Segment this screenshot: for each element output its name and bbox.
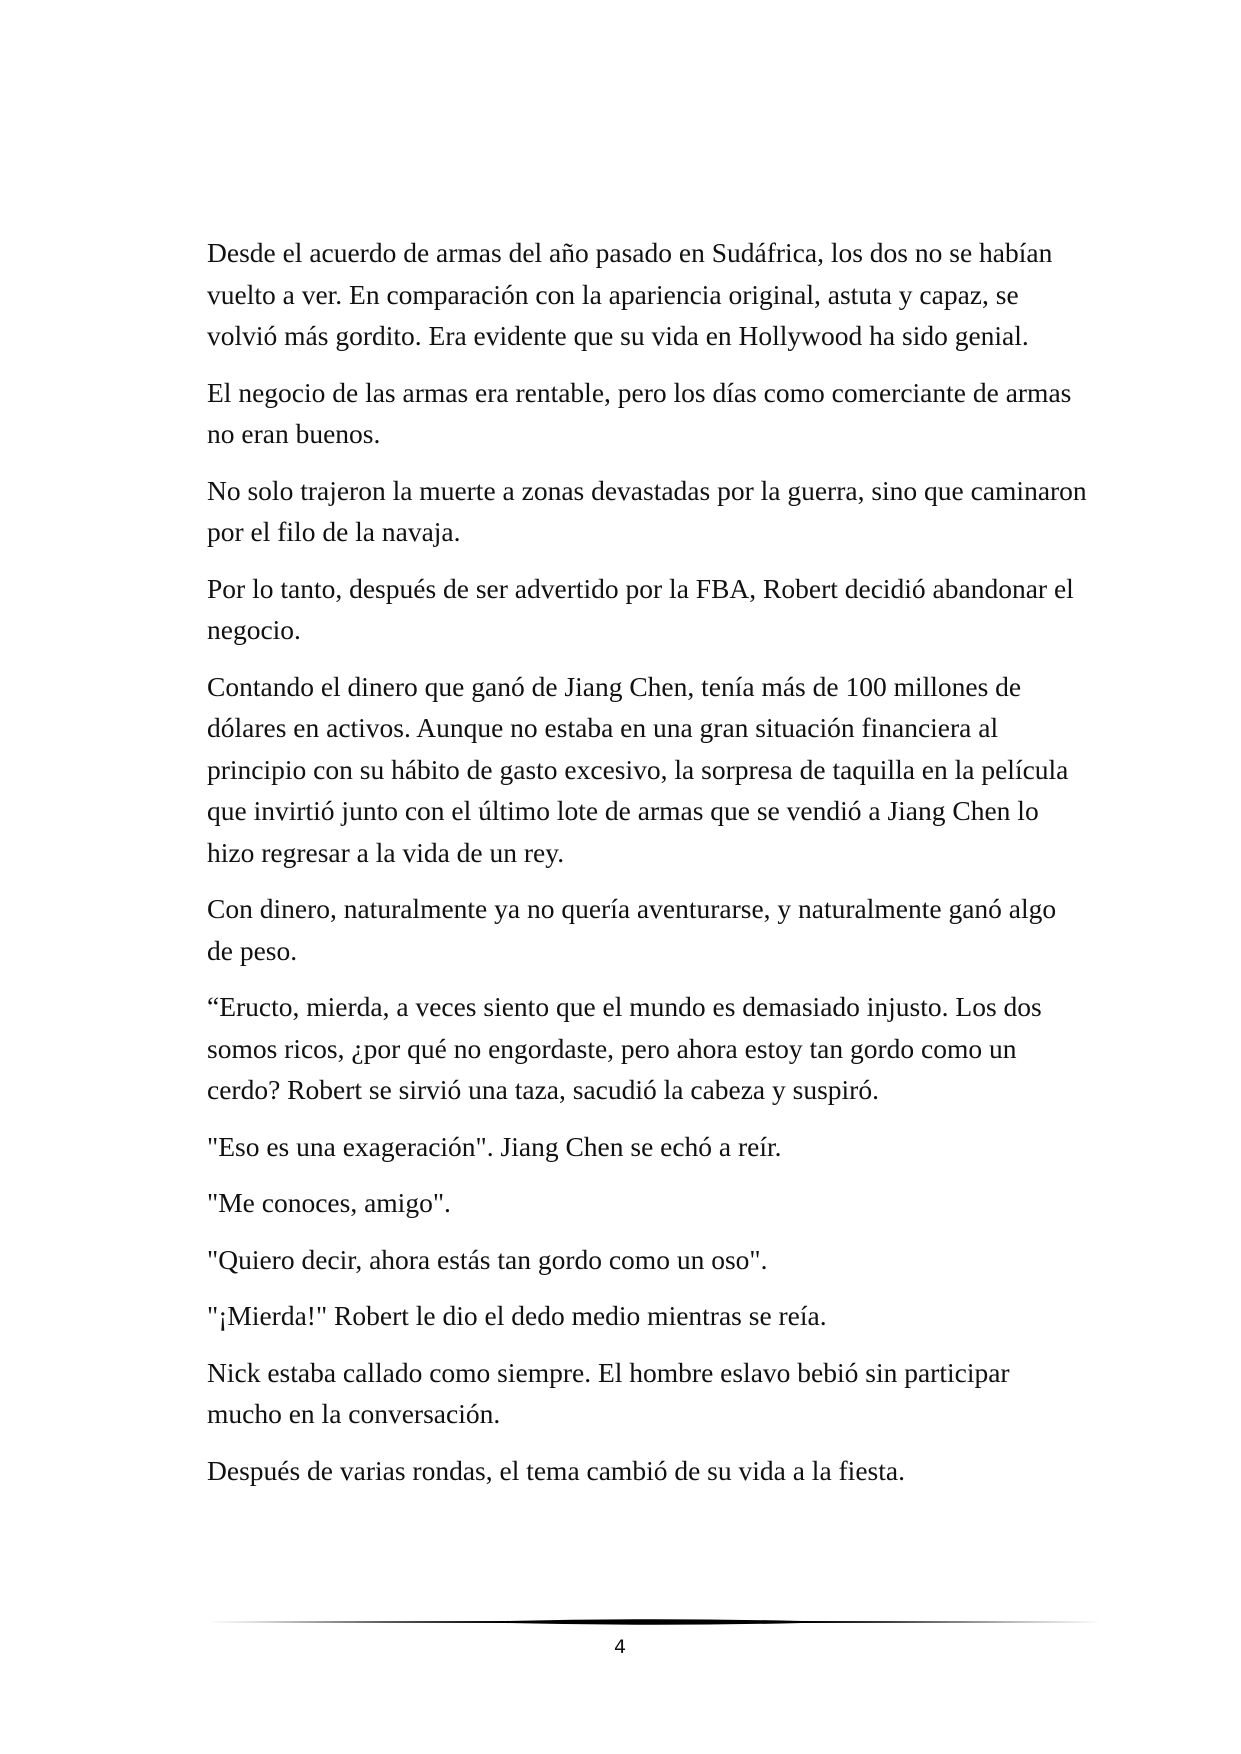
paragraph: "Quiero decir, ahora estás tan gordo como un oso". <box>207 1243 768 1275</box>
paragraph: "Eso es una exageración". Jiang Chen se echó a reír. <box>207 1130 782 1162</box>
paragraph: "Me conoces, amigo". <box>207 1187 451 1218</box>
paragraph: “Eructo, mierda, a veces siento que el mundo es demasiado injusto. Los dos somos ricos, ¿por qué no engordaste, pero ahora estoy tan gordo como un cerdo? Robert se sirvió una taza, sacudió la cabeza y suspiró. <box>207 991 1042 1105</box>
paragraph: No solo trajeron la muerte a zonas devastadas por la guerra, sino que caminaron por el filo de la navaja. <box>207 474 1087 547</box>
paragraph: Por lo tanto, después de ser advertido por la FBA, Robert decidió abandonar el negocio. <box>207 572 1074 645</box>
paragraph: El negocio de las armas era rentable, pero los días como comerciante de armas no eran buenos. <box>207 376 1072 449</box>
body-text <box>207 232 1087 1506</box>
page-number: 4 <box>613 1636 627 1658</box>
paragraph: Nick estaba callado como siempre. El hombre eslavo bebió sin participar mucho en la conversación. <box>207 1356 1010 1429</box>
paragraph: Después de varias rondas, el tema cambió de su vida a la fiesta. <box>207 1454 905 1486</box>
paragraph: Contando el dinero que ganó de Jiang Chen, tenía más de 100 millones de dólares en activos. Aunque no estaba en una gran situación financiera al principio con su hábito de gasto excesivo, la sorpresa de taquilla en la película que invirtió junto con el último lote de armas que se vendió a Jiang Chen lo hizo regresar a la vida de un rey. <box>207 670 1069 868</box>
paragraph: Desde el acuerdo de armas del año pasado en Sudáfrica, los dos no se habían vuelto a ver. En comparación con la apariencia original, astuta y capaz, se volvió más gordito. Era evidente que su vida en Hollywood ha sido genial. <box>207 237 1053 351</box>
footer-rule <box>206 1617 1102 1627</box>
paragraph: "¡Mierda!" Robert le dio el dedo medio mientras se reía. <box>207 1300 827 1331</box>
paragraph: Con dinero, naturalmente ya no quería aventurarse, y naturalmente ganó algo de peso. <box>207 893 1057 966</box>
